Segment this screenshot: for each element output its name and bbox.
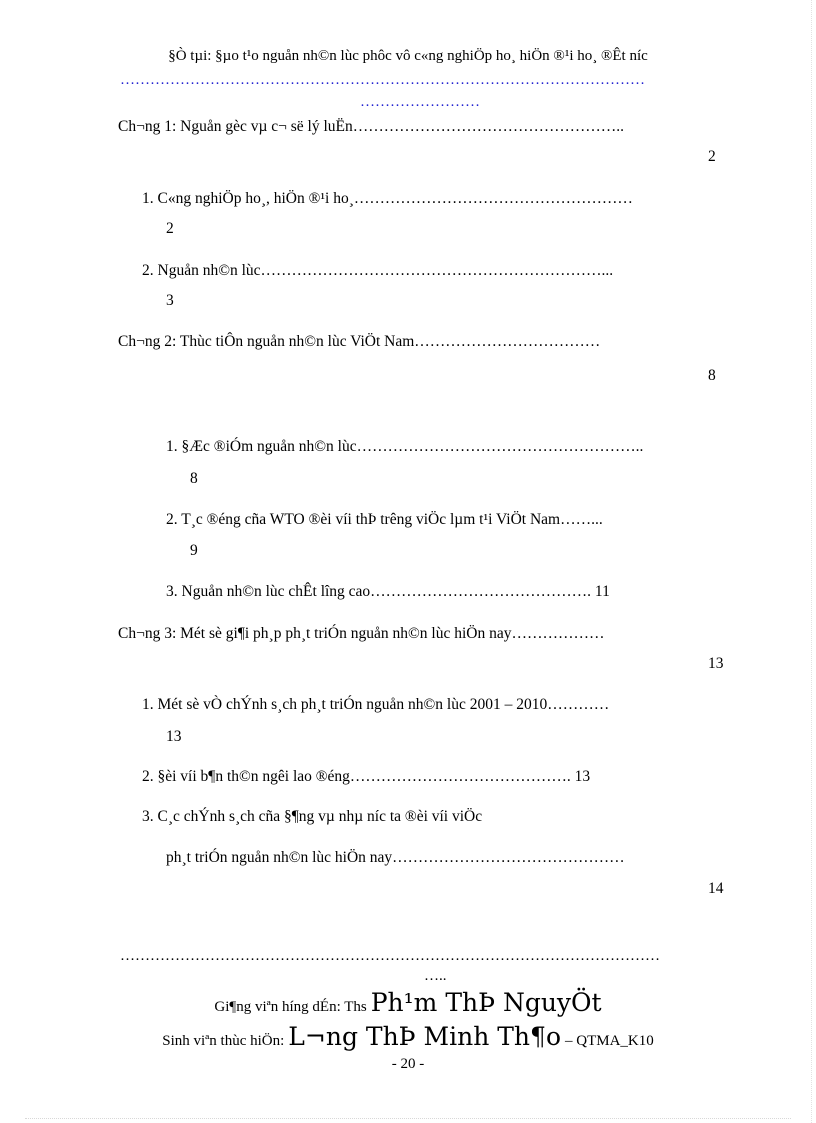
toc-item-3-3: 3. C¸c chÝnh s¸ch cña §¶ng vµ nhµ níc ta ®èi víi viÖc	[142, 808, 483, 825]
toc-item-1-1-page: 2	[166, 220, 174, 237]
lecturer-name: Ph¹m ThÞ NguyÖt	[370, 988, 602, 1017]
toc-item-2-1: 1. §Æc ®iÓm nguån nh©n lùc………………………………………………..	[166, 438, 644, 455]
toc-item-3-1: 1. Mét sè vÒ chÝnh s¸ch ph¸t triÓn nguån nh©n lùc 2001 – 2010…………	[142, 696, 610, 713]
page-right-border	[811, 0, 812, 1123]
page-bottom-border	[25, 1118, 791, 1119]
footer-dotted-line: ………………………………………………………………………………………………	[120, 948, 660, 964]
toc-item-3-2: 2. §èi víi b¶n th©n ngêi lao ®éng……………………………………. 13	[142, 768, 591, 785]
page-number: - 20 -	[391, 1056, 425, 1072]
student-prefix: Sinh viªn thùc hiÖn:	[162, 1033, 285, 1049]
toc-chapter-2-page: 8	[708, 367, 716, 384]
toc-chapter-1-page: 2	[708, 148, 716, 165]
toc-item-2-2-page: 9	[190, 542, 198, 559]
header-dotted-line: ……………………………………………………………………………………………	[120, 72, 645, 88]
toc-chapter-3-page: 13	[708, 655, 724, 672]
student-class: – QTMA_K10	[565, 1033, 654, 1049]
toc-item-2-1-page: 8	[190, 470, 198, 487]
toc-chapter-2: Ch¬ng 2: Thùc tiÔn nguån nh©n lùc ViÖt Nam………………………………	[118, 333, 601, 350]
student-line	[0, 1022, 816, 1051]
toc-chapter-3: Ch¬ng 3: Mét sè gi¶i ph¸p ph¸t triÓn nguån nh©n lùc hiÖn nay………………	[118, 625, 605, 642]
student-name: L¬ng ThÞ Minh Th¶o	[288, 1022, 561, 1051]
document-title: §Ò tµi: §µo t¹o nguån nh©n lùc phôc vô c«ng nghiÖp ho¸ hiÖn ®¹i ho¸ ®Êt níc	[168, 48, 648, 64]
toc-item-1-2: 2. Nguån nh©n lùc…………………………………………………………...	[142, 262, 614, 279]
toc-item-3-1-page: 13	[166, 728, 182, 745]
toc-item-3-3-page: 14	[708, 880, 724, 897]
toc-item-1-2-page: 3	[166, 292, 174, 309]
lecturer-line	[0, 988, 816, 1017]
footer-dotted-line-continued: …..	[424, 968, 447, 984]
toc-item-3-3-continued: ph¸t triÓn nguån nh©n lùc hiÖn nay………………………………………	[166, 849, 625, 866]
toc-item-2-3: 3. Nguån nh©n lùc chÊt lîng cao……………………………………. 11	[166, 583, 610, 600]
lecturer-prefix: Gi¶ng viªn híng dÉn: Ths	[214, 999, 367, 1015]
header-dotted-line-continued: ……………………	[360, 94, 480, 110]
toc-item-1-1: 1. C«ng nghiÖp ho¸, hiÖn ®¹i ho¸………………………………………………	[142, 190, 633, 207]
toc-chapter-1: Ch¬ng 1: Nguån gèc vµ c¬ së lý luËn……………………………………………..	[118, 118, 625, 135]
toc-item-2-2: 2. T¸c ®éng cña WTO ®èi víi thÞ trêng viÖc lµm t¹i ViÖt Nam……...	[166, 511, 603, 528]
